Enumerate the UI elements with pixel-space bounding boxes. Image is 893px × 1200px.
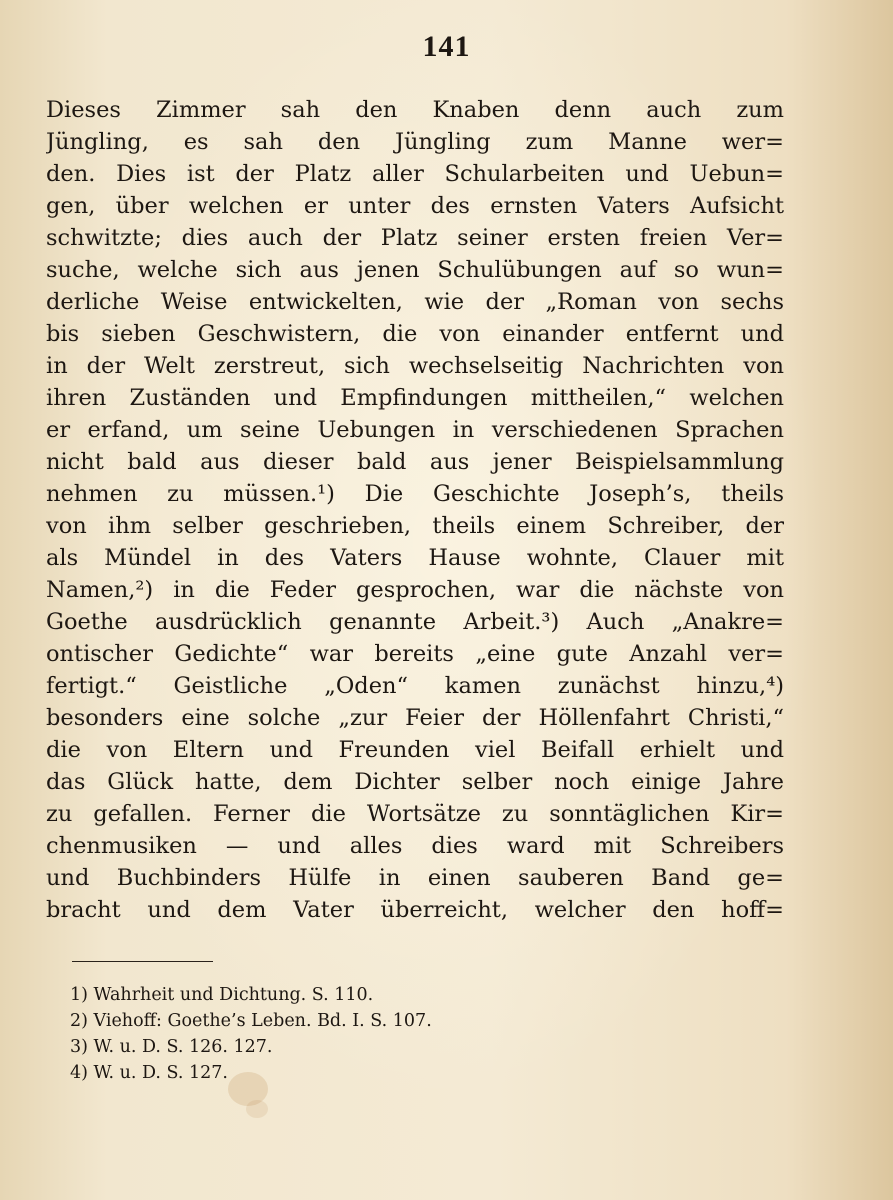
text-line: Namen,²) in die Feder gesprochen, war die nächste von	[46, 577, 784, 603]
text-line: Jüngling, es sah den Jüngling zum Manne wer=	[46, 129, 784, 155]
text-line: den. Dies ist der Platz aller Schularbeiten und Uebun=	[46, 161, 784, 187]
footnote: 2) Viehoff: Goethe’s Leben. Bd. I. S. 107.	[70, 1011, 432, 1031]
text-line: gen, über welchen er unter des ernsten Vaters Aufsicht	[46, 193, 784, 219]
footnote: 3) W. u. D. S. 126. 127.	[70, 1037, 273, 1057]
text-line: Dieses Zimmer sah den Knaben denn auch zum	[46, 97, 784, 123]
text-line: bracht und dem Vater überreicht, welcher den hoff=	[46, 897, 784, 923]
text-line: bis sieben Geschwistern, die von einander entfernt und	[46, 321, 784, 347]
text-line: chenmusiken — und alles dies ward mit Schreibers	[46, 833, 784, 859]
footnote: 1) Wahrheit und Dichtung. S. 110.	[70, 985, 374, 1005]
text-line: zu gefallen. Ferner die Wortsätze zu sonntäglichen Kir=	[46, 801, 784, 827]
text-line: fertigt.“ Geistliche „Oden“ kamen zunächst hinzu,⁴)	[46, 673, 784, 699]
text-line: derliche Weise entwickelten, wie der „Roman von sechs	[46, 289, 784, 315]
text-line: und Buchbinders Hülfe in einen sauberen Band ge=	[46, 865, 784, 891]
page-number: 141	[422, 30, 471, 63]
text-line: nehmen zu müssen.¹) Die Geschichte Joseph’s, theils	[46, 481, 784, 507]
text-line: suche, welche sich aus jenen Schulübungen auf so wun=	[46, 257, 784, 283]
text-line: das Glück hatte, dem Dichter selber noch einige Jahre	[46, 769, 784, 795]
body-text	[46, 94, 784, 926]
footnotes	[70, 982, 630, 1086]
text-line: ontischer Gedichte“ war bereits „eine gute Anzahl ver=	[46, 641, 784, 667]
text-line: von ihm selber geschrieben, theils einem Schreiber, der	[46, 513, 784, 539]
text-line: schwitzte; dies auch der Platz seiner ersten freien Ver=	[46, 225, 784, 251]
paper-stain	[246, 1100, 268, 1118]
text-line: die von Eltern und Freunden viel Beifall erhielt und	[46, 737, 784, 763]
text-line: besonders eine solche „zur Feier der Höllenfahrt Christi,“	[46, 705, 784, 731]
text-line: in der Welt zerstreut, sich wechselseitig Nachrichten von	[46, 353, 784, 379]
text-line: als Mündel in des Vaters Hause wohnte, Clauer mit	[46, 545, 784, 571]
footnote-divider	[72, 961, 213, 962]
footnote: 4) W. u. D. S. 127.	[70, 1063, 228, 1083]
text-line: Goethe ausdrücklich genannte Arbeit.³) Auch „Anakre=	[46, 609, 784, 635]
text-line: nicht bald aus dieser bald aus jener Beispielsammlung	[46, 449, 784, 475]
text-line: ihren Zuständen und Empfindungen mittheilen,“ welchen	[46, 385, 784, 411]
text-line: er erfand, um seine Uebungen in verschiedenen Sprachen	[46, 417, 784, 443]
